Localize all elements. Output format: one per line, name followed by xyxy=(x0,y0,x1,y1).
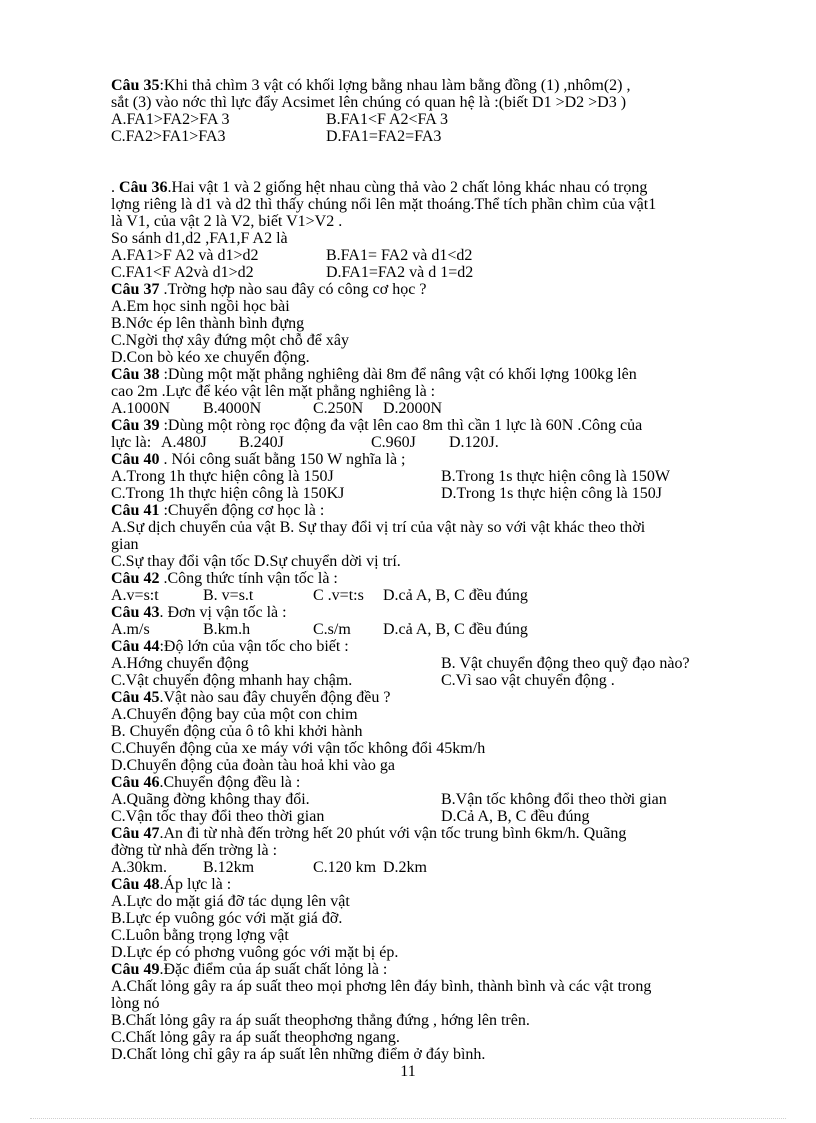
answer-option: B.240J xyxy=(239,434,284,451)
question-label: Câu 41 xyxy=(111,502,160,519)
question-text: .Công thức tính vận tốc là : xyxy=(159,570,338,587)
answer-row xyxy=(111,264,773,281)
question-label: Câu 36 xyxy=(119,179,168,196)
answer-option: D.120J. xyxy=(449,434,499,451)
question-text-line xyxy=(111,213,773,230)
answer-option: C.FA2>FA1>FA3 xyxy=(111,128,226,145)
question-text: .Chuyển động đều là : xyxy=(159,774,301,791)
answer-option: gian xyxy=(111,536,139,553)
page-content xyxy=(111,77,773,1063)
question-text-line xyxy=(111,825,773,842)
question-text-line xyxy=(111,179,773,196)
question-block xyxy=(111,774,773,825)
question-text: .Áp lực là : xyxy=(159,876,232,893)
question-text: So sánh d1,d2 ,FA1,F A2 là xyxy=(111,230,288,247)
answer-option: A.480J xyxy=(161,434,207,451)
answer-option: B. v=s.t xyxy=(203,587,254,604)
question-label: Câu 40 xyxy=(111,451,160,468)
answer-option: B.4000N xyxy=(203,400,262,417)
answer-option: A.1000N xyxy=(111,400,171,417)
answer-option: A.Trong 1h thực hiện công là 150J xyxy=(111,468,334,485)
answer-option: C.s/m xyxy=(313,621,351,638)
answer-option: C.Vận tốc thay đổi theo thời gian xyxy=(111,808,325,825)
question-label: Câu 38 xyxy=(111,366,160,383)
question-text: .Đặc điểm của áp suất chất lỏng là : xyxy=(159,961,388,978)
answer-option: C.Chuyển động của xe máy với vận tốc không đổi 45km/h xyxy=(111,740,486,757)
answer-row xyxy=(111,468,773,485)
answer-option: B.FA1= FA2 và d1<d2 xyxy=(326,247,473,264)
answer-row xyxy=(111,434,773,451)
question-label: Câu 47 xyxy=(111,825,160,842)
answer-option: A.m/s xyxy=(111,621,150,638)
answer-option: D.FA1=FA2=FA3 xyxy=(326,128,442,145)
answer-option: C.FA1<F A2và d1>d2 xyxy=(111,264,254,281)
question-text: là V1, của vật 2 là V2, biết V1>V2 . xyxy=(111,213,343,230)
answer-option: A.Quãng đờng không thay đổi. xyxy=(111,791,310,808)
question-text: .An đi từ nhà đến trờng hết 20 phút với vận tốc trung bình 6km/h. Quãng xyxy=(159,825,627,842)
answer-option: B. Vật chuyển động theo quỹ đạo nào? xyxy=(441,655,690,672)
answer-option: lòng nó xyxy=(111,995,160,1012)
answer-option: A.Hớng chuyển động xyxy=(111,655,249,672)
answer-option: C.120 km xyxy=(313,859,377,876)
question-block xyxy=(111,366,773,417)
question-text: .Vật nào sau đây chuyển động đều ? xyxy=(159,689,391,706)
question-text: :Dùng một mặt phẳng nghiêng dài 8m để nâng vật có khối lợng 100kg lên xyxy=(159,366,637,383)
answer-option: D.FA1=FA2 và d 1=d2 xyxy=(326,264,474,281)
answer-row xyxy=(111,111,773,128)
question-text-line xyxy=(111,604,773,621)
answer-option: A.FA1>F A2 và d1>d2 xyxy=(111,247,259,264)
question-text-line xyxy=(111,383,773,400)
answer-option: D.cả A, B, C đều đúng xyxy=(383,587,528,604)
answer-row xyxy=(111,655,773,672)
question-label: Câu 43 xyxy=(111,604,160,621)
answer-option: D.Lực ép có phơng vuông góc với mặt bị ép. xyxy=(111,944,399,961)
answer-option: D.Chất lỏng chỉ gây ra áp suất lên những điểm ở đáy bình. xyxy=(111,1046,486,1063)
question-text-line xyxy=(111,417,773,434)
question-block xyxy=(111,876,773,961)
answer-lead: lực là: xyxy=(111,434,152,451)
answer-option: B.Trong 1s thực hiện công là 150W xyxy=(441,468,670,485)
question-block xyxy=(111,451,773,502)
question-prefix: . xyxy=(111,179,119,196)
question-text-line xyxy=(111,366,773,383)
question-text: sắt (3) vào nớc thì lực đẩy Acsimet lên chúng có quan hệ là :(biết D1 >D2 >D3 ) xyxy=(111,94,627,111)
question-text: .Trờng hợp nào sau đây có công cơ học ? xyxy=(159,281,427,298)
question-block xyxy=(111,825,773,876)
answer-option: C.Vì sao vật chuyển động . xyxy=(441,672,615,689)
answer-option: C.250N xyxy=(313,400,364,417)
question-label: Câu 44 xyxy=(111,638,160,655)
answer-option: A.Em học sinh ngồi học bài xyxy=(111,298,290,315)
question-block xyxy=(111,689,773,774)
question-text-line xyxy=(111,230,773,247)
question-label: Câu 48 xyxy=(111,876,160,893)
answer-option: A.Chuyển động bay của một con chim xyxy=(111,706,358,723)
answer-option: C .v=t:s xyxy=(313,587,364,604)
question-label: Câu 42 xyxy=(111,570,160,587)
question-block xyxy=(111,502,773,570)
question-label: Câu 35 xyxy=(111,77,160,94)
question-text-line xyxy=(111,94,773,111)
answer-option: A.v=s:t xyxy=(111,587,159,604)
question-label: Câu 46 xyxy=(111,774,160,791)
answer-row xyxy=(111,587,773,604)
question-text: đờng từ nhà đến trờng là : xyxy=(111,842,278,859)
answer-option: D.Cả A, B, C đều đúng xyxy=(441,808,590,825)
question-text: . Nói công suất bằng 150 W nghĩa là ; xyxy=(159,451,406,468)
answer-option: B.12km xyxy=(203,859,255,876)
answer-option: B.FA1<F A2<FA 3 xyxy=(326,111,448,128)
question-text-line xyxy=(111,774,773,791)
answer-row xyxy=(111,400,773,417)
question-text-line xyxy=(111,689,773,706)
question-block xyxy=(111,281,773,366)
answer-option: D.2km xyxy=(383,859,427,876)
question-text: cao 2m .Lực để kéo vật lên mặt phẳng nghiêng là : xyxy=(111,383,436,400)
answer-option: C.Chất lỏng gây ra áp suất theophơng ngang. xyxy=(111,1029,400,1046)
question-block xyxy=(111,417,773,451)
question-text-line xyxy=(111,638,773,655)
answer-row xyxy=(111,621,773,638)
answer-option: C.Ngời thợ xây đứng một chỗ để xây xyxy=(111,332,350,349)
question-block xyxy=(111,961,773,1063)
answer-option: D.cả A, B, C đều đúng xyxy=(383,621,528,638)
question-block xyxy=(111,638,773,689)
question-text-line xyxy=(111,876,773,893)
question-block xyxy=(111,77,773,162)
answer-option: A.Chất lỏng gây ra áp suất theo mọi phơng lên đáy bình, thành bình và các vật trong xyxy=(111,978,652,995)
answer-option: C.Trong 1h thực hiện công là 150KJ xyxy=(111,485,345,502)
question-text: lợng riêng là d1 và d2 thì thấy chúng nổi lên mặt thoáng.Thể tích phần chìm của vật1 xyxy=(111,196,657,213)
question-text: :Độ lớn của vận tốc cho biết : xyxy=(159,638,349,655)
answer-row xyxy=(111,791,773,808)
answer-option: B.Nớc ép lên thành bình đựng xyxy=(111,315,305,332)
answer-option: C.Luôn bằng trọng lợng vật xyxy=(111,927,289,944)
answer-option: A.Sự dịch chuyển của vật B. Sự thay đổi vị trí của vật này so với vật khác theo thời xyxy=(111,519,646,536)
answer-option: A.30km. xyxy=(111,859,167,876)
question-block xyxy=(111,570,773,604)
answer-row xyxy=(111,859,773,876)
page-bottom-divider xyxy=(30,1118,786,1119)
answer-option: C.Vật chuyển động mhanh hay chậm. xyxy=(111,672,353,689)
question-text-line xyxy=(111,570,773,587)
question-text: :Khi thả chìm 3 vật có khối lợng bằng nhau làm bằng đồng (1) ,nhôm(2) , xyxy=(159,77,631,94)
question-text: :Dùng một ròng rọc động đa vật lên cao 8m thì cần 1 lực là 60N .Công của xyxy=(159,417,643,434)
answer-option: D.2000N xyxy=(383,400,443,417)
question-text-line xyxy=(111,281,773,298)
question-label: Câu 49 xyxy=(111,961,160,978)
question-text-line xyxy=(111,196,773,213)
question-text-line xyxy=(111,961,773,978)
answer-option: D.Con bò kéo xe chuyển động. xyxy=(111,349,310,366)
answer-row xyxy=(111,808,773,825)
question-text-line xyxy=(111,77,773,94)
answer-row xyxy=(111,672,773,689)
question-label: Câu 45 xyxy=(111,689,160,706)
answer-option: B.Lực ép vuông góc với mặt giá đỡ. xyxy=(111,910,343,927)
answer-option: A.FA1>FA2>FA 3 xyxy=(111,111,230,128)
answer-option: B. Chuyển động của ô tô khi khởi hành xyxy=(111,723,363,740)
question-text: :Chuyển động cơ học là : xyxy=(159,502,325,519)
answer-row xyxy=(111,485,773,502)
question-label: Câu 37 xyxy=(111,281,160,298)
question-block xyxy=(111,162,773,281)
answer-row xyxy=(111,128,773,145)
page-number: 11 xyxy=(400,1063,416,1080)
blank-line xyxy=(111,162,773,179)
question-block xyxy=(111,604,773,638)
answer-option: C.Sự thay đổi vận tốc D.Sự chuyển dời vị trí. xyxy=(111,553,401,570)
answer-option: D.Trong 1s thực hiện công là 150J xyxy=(441,485,662,502)
question-label: Câu 39 xyxy=(111,417,160,434)
answer-row xyxy=(111,247,773,264)
blank-line xyxy=(111,145,773,162)
question-text: . Đơn vị vận tốc là : xyxy=(159,604,287,621)
answer-option: B.km.h xyxy=(203,621,251,638)
question-text-line xyxy=(111,451,773,468)
answer-option: D.Chuyển động của đoàn tàu hoả khi vào ga xyxy=(111,757,395,774)
answer-option: B.Vận tốc không đổi theo thời gian xyxy=(441,791,667,808)
question-text: .Hai vật 1 và 2 giống hệt nhau cùng thả vào 2 chất lỏng khác nhau có trọng xyxy=(167,179,648,196)
answer-option: A.Lực do mặt giá đỡ tác dụng lên vật xyxy=(111,893,350,910)
question-text-line xyxy=(111,502,773,519)
answer-option: B.Chất lỏng gây ra áp suất theophơng thẳng đứng , hớng lên trên. xyxy=(111,1012,530,1029)
answer-option: C.960J xyxy=(371,434,416,451)
question-text-line xyxy=(111,842,773,859)
